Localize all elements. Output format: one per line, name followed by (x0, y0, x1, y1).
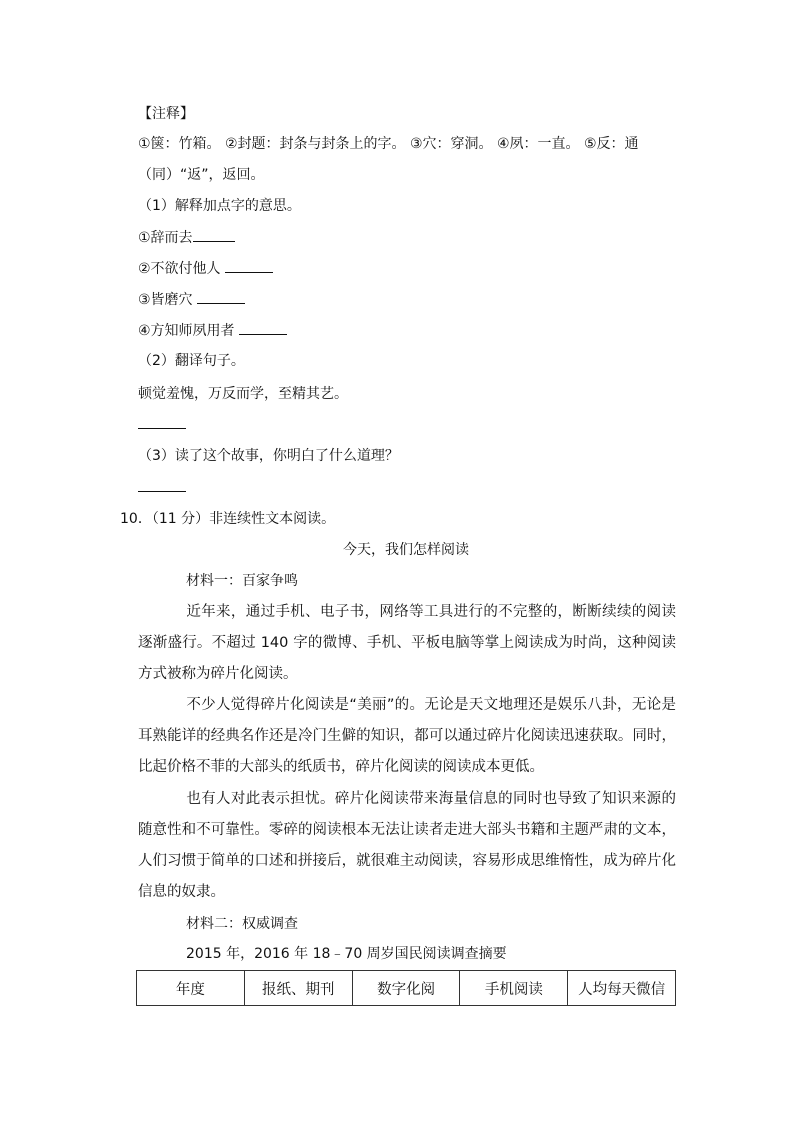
answer-blank[interactable] (197, 289, 245, 304)
answer-blank[interactable] (193, 227, 235, 242)
table-header-cell: 手机阅读 (460, 971, 568, 1006)
table-header-cell: 年度 (137, 971, 245, 1006)
q2-answer-line[interactable] (138, 428, 186, 429)
notes-heading: 【注释】 (138, 106, 194, 122)
paragraph-1-text: 近年来，通过手机、电子书，网络等工具进行的不完整的，断断续续的阅读逐渐盛行。不超过 140 字的微博、手机、平板电脑等掌上阅读成为时尚，这种阅读方式被称为碎片化阅读。 (138, 604, 676, 682)
answer-blank[interactable] (225, 258, 273, 273)
material1-label: 材料一：百家争鸣 (186, 573, 298, 589)
answer-blank[interactable] (239, 320, 287, 335)
material2-label: 材料二：权威调查 (186, 916, 298, 932)
notes-line-2: （同）“返”，返回。 (138, 167, 265, 183)
survey-table (136, 970, 676, 1006)
paragraph-2 (138, 690, 676, 783)
q3-answer-line[interactable] (138, 491, 186, 492)
q1-item-2 (138, 258, 273, 279)
paragraph-2-text: 不少人觉得碎片化阅读是“美丽”的。无论是天文地理还是娱乐八卦，无论是耳熟能详的经典名作还是冷门生僻的知识，都可以通过碎片化阅读迅速获取。同时，比起价格不菲的大部头的纸质书，碎片化阅读的阅读成本更低。 (138, 697, 676, 775)
article-title: 今天，我们怎样阅读 (343, 542, 469, 558)
q1-item-2-text: ②不欲付他人 (138, 261, 221, 277)
notes-line-1: ①箧：竹箱。 ②封题：封条与封条上的字。 ③穴：穿洞。 ④夙：一直。 ⑤反：通 (138, 136, 639, 152)
q1-item-4-text: ④方知师夙用者 (138, 323, 235, 339)
table-header-cell: 报纸、期刊 (244, 971, 352, 1006)
q10-header: 10．（11 分）非连续性文本阅读。 (120, 511, 336, 527)
q1-item-3 (138, 289, 245, 310)
q1-item-1 (138, 227, 235, 248)
q1-item-1-text: ①辞而去 (138, 230, 193, 246)
paragraph-1 (138, 597, 676, 690)
paragraph-3-text: 也有人对此表示担忧。碎片化阅读带来海量信息的同时也导致了知识来源的随意性和不可靠性。零碎的阅读根本无法让读者走进大部头书籍和主题严肃的文本，人们习惯于简单的口述和拼接后，就很难主动阅读，容易形成思维惰性，成为碎片化信息的奴隶。 (138, 791, 676, 900)
table-caption: 2015 年，2016 年 18﹣70 周岁国民阅读调查摘要 (186, 946, 507, 962)
table-header-cell: 数字化阅 (352, 971, 460, 1006)
table-header-cell: 人均每天微信 (568, 971, 676, 1006)
q1-prompt: （1）解释加点字的意思。 (138, 198, 301, 214)
q2-prompt: （2）翻译句子。 (138, 353, 245, 369)
q2-sentence: 顿觉羞愧，万反而学，至精其艺。 (138, 386, 348, 402)
q1-item-4 (138, 320, 287, 341)
q3-prompt: （3）读了这个故事，你明白了什么道理？ (138, 448, 399, 464)
table-header-row (137, 971, 676, 1006)
q1-item-3-text: ③皆磨穴 (138, 292, 193, 308)
paragraph-3 (138, 784, 676, 908)
